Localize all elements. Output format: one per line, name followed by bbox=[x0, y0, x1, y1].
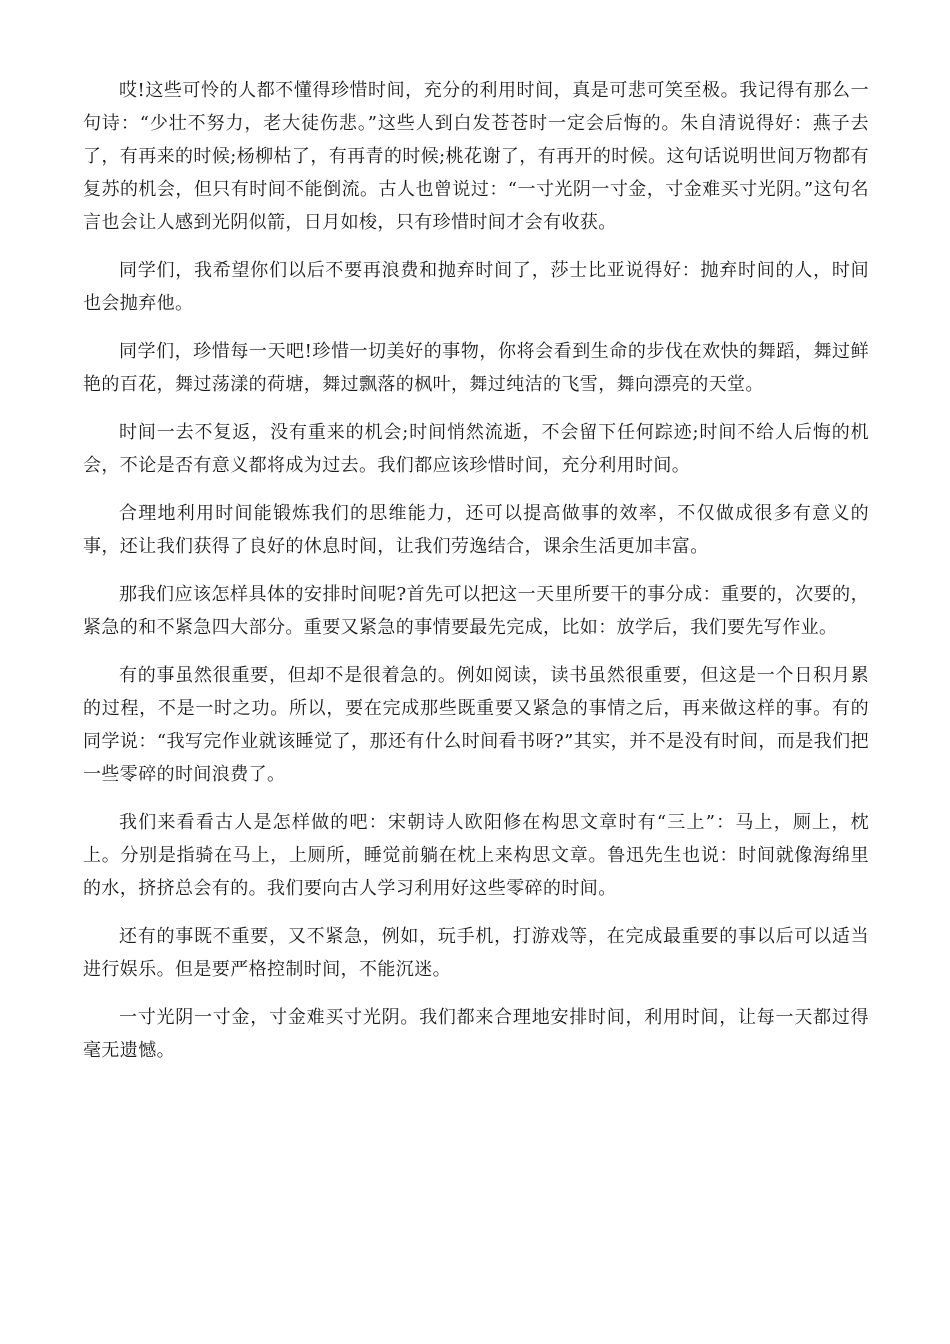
paragraph-7: 有的事虽然很重要，但却不是很着急的。例如阅读，读书虽然很重要，但这是一个日积月累的过程，不是一时之功。所以，要在完成那些既重要又紧急的事情之后，再来做这样的事。有的同学说：“我写完作业就该睡觉了，那还有什么时间看书呀?”其实，并不是没有时间，而是我们把一些零碎的时间浪费了。 bbox=[83, 665, 869, 785]
paragraph-9: 还有的事既不重要，又不紧急，例如，玩手机，打游戏等，在完成最重要的事以后可以适当进行娱乐。但是要严格控制时间，不能沉迷。 bbox=[83, 926, 869, 980]
paragraph-2: 同学们，我希望你们以后不要再浪费和抛弃时间了，莎士比亚说得好：抛弃时间的人，时间也会抛弃他。 bbox=[83, 260, 869, 314]
document-body bbox=[83, 74, 869, 1082]
paragraph-10: 一寸光阴一寸金，寸金难买寸光阴。我们都来合理地安排时间，利用时间，让每一天都过得毫无遗憾。 bbox=[83, 1007, 869, 1061]
paragraph-5: 合理地利用时间能锻炼我们的思维能力，还可以提高做事的效率，不仅做成很多有意义的事，还让我们获得了良好的休息时间，让我们劳逸结合，课余生活更加丰富。 bbox=[83, 503, 869, 557]
paragraph-3: 同学们，珍惜每一天吧!珍惜一切美好的事物，你将会看到生命的步伐在欢快的舞蹈，舞过鲜艳的百花，舞过荡漾的荷塘，舞过飘落的枫叶，舞过纯洁的飞雪，舞向漂亮的天堂。 bbox=[83, 341, 869, 395]
paragraph-4: 时间一去不复返，没有重来的机会;时间悄然流逝，不会留下任何踪迹;时间不给人后悔的机会，不论是否有意义都将成为过去。我们都应该珍惜时间，充分利用时间。 bbox=[83, 422, 869, 476]
paragraph-1: 哎!这些可怜的人都不懂得珍惜时间，充分的利用时间，真是可悲可笑至极。我记得有那么一句诗：“少壮不努力，老大徒伤悲。”这些人到白发苍苍时一定会后悔的。朱自清说得好：燕子去了，有再来的时候;杨柳枯了，有再青的时候;桃花谢了，有再开的时候。这句话说明世间万物都有复苏的机会，但只有时间不能倒流。古人也曾说过：“一寸光阴一寸金，寸金难买寸光阴。”这句名言也会让人感到光阴似箭，日月如梭，只有珍惜时间才会有收获。 bbox=[83, 80, 869, 233]
paragraph-8: 我们来看看古人是怎样做的吧：宋朝诗人欧阳修在构思文章时有“三上”：马上，厕上，枕上。分别是指骑在马上，上厕所，睡觉前躺在枕上来构思文章。鲁迅先生也说：时间就像海绵里的水，挤挤总会有的。我们要向古人学习利用好这些零碎的时间。 bbox=[83, 812, 869, 899]
paragraph-6: 那我们应该怎样具体的安排时间呢?首先可以把这一天里所要干的事分成：重要的，次要的，紧急的和不紧急四大部分。重要又紧急的事情要最先完成，比如：放学后，我们要先写作业。 bbox=[83, 584, 869, 638]
